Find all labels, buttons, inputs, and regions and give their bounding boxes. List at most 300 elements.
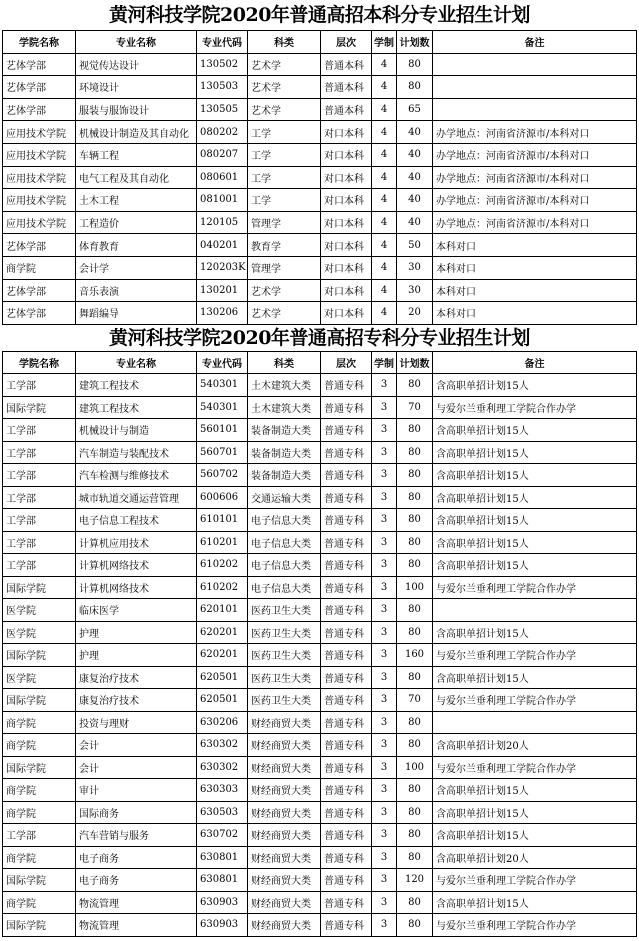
table-row [3, 211, 637, 234]
code-cell: 540301 [197, 396, 248, 419]
quota-cell: 80 [397, 419, 433, 442]
college-cell: 工学部 [3, 374, 76, 397]
major-cell: 视觉传达设计 [76, 53, 197, 76]
table-row [3, 689, 637, 712]
years-cell: 4 [372, 53, 397, 76]
years-cell: 4 [372, 121, 397, 144]
years-cell: 3 [372, 914, 397, 937]
college-cell: 商学院 [3, 801, 76, 824]
quota-cell: 50 [397, 234, 433, 257]
table-row [3, 166, 637, 189]
code-cell: 130505 [197, 98, 248, 121]
category-cell: 电子信息大类 [248, 531, 321, 554]
quota-cell: 80 [397, 734, 433, 757]
quota-cell: 100 [397, 756, 433, 779]
undergraduate-plan-table [2, 30, 637, 325]
quota-cell: 80 [397, 441, 433, 464]
quota-cell: 30 [397, 256, 433, 279]
note-cell [433, 711, 637, 734]
quota-cell: 80 [397, 486, 433, 509]
years-cell: 3 [372, 891, 397, 914]
level-cell: 普通本科 [321, 98, 372, 121]
college-cell: 商学院 [3, 256, 76, 279]
code-cell: 630903 [197, 914, 248, 937]
level-cell: 普通专科 [321, 869, 372, 892]
note-cell: 含高职单招计划15人 [433, 509, 637, 532]
level-cell: 普通专科 [321, 599, 372, 622]
category-cell: 土木建筑大类 [248, 396, 321, 419]
category-cell: 艺术学 [248, 53, 321, 76]
category-cell: 管理学 [248, 211, 321, 234]
college-plan-table [2, 351, 637, 937]
college-cell: 商学院 [3, 779, 76, 802]
years-cell: 4 [372, 256, 397, 279]
years-cell: 4 [372, 98, 397, 121]
major-cell: 电子商务 [76, 846, 197, 869]
note-cell: 与爱尔兰垂利理工学院合作办学 [433, 869, 637, 892]
code-cell: 080601 [197, 166, 248, 189]
major-cell: 物流管理 [76, 914, 197, 937]
column-header: 备注 [433, 351, 637, 374]
major-cell: 会计学 [76, 256, 197, 279]
column-header: 专业名称 [76, 351, 197, 374]
college-cell: 国际学院 [3, 644, 76, 667]
column-header: 学院名称 [3, 351, 76, 374]
major-cell: 工程造价 [76, 211, 197, 234]
table-row [3, 279, 637, 302]
college-cell: 艺体学部 [3, 76, 76, 99]
column-header: 层次 [321, 351, 372, 374]
college-cell: 商学院 [3, 734, 76, 757]
quota-cell: 20 [397, 302, 433, 325]
note-cell: 含高职单招计划15人 [433, 486, 637, 509]
quota-cell: 40 [397, 143, 433, 166]
category-cell: 医药卫生大类 [248, 599, 321, 622]
table-row [3, 869, 637, 892]
category-cell: 财经商贸大类 [248, 756, 321, 779]
table-row [3, 76, 637, 99]
table-header-row [3, 31, 637, 54]
note-cell: 含高职单招计划15人 [433, 531, 637, 554]
category-cell: 管理学 [248, 256, 321, 279]
level-cell: 普通专科 [321, 734, 372, 757]
code-cell: 610202 [197, 554, 248, 577]
note-cell: 与爱尔兰垂利理工学院合作办学 [433, 914, 637, 937]
note-cell: 含高职单招计划15人 [433, 891, 637, 914]
note-cell: 与爱尔兰垂利理工学院合作办学 [433, 396, 637, 419]
note-cell: 含高职单招计划15人 [433, 374, 637, 397]
table-row [3, 98, 637, 121]
level-cell: 普通专科 [321, 576, 372, 599]
major-cell: 电气工程及其自动化 [76, 166, 197, 189]
quota-cell: 80 [397, 711, 433, 734]
category-cell: 交通运输大类 [248, 486, 321, 509]
category-cell: 装备制造大类 [248, 464, 321, 487]
college-cell: 艺体学部 [3, 279, 76, 302]
category-cell: 艺术学 [248, 98, 321, 121]
major-cell: 环境设计 [76, 76, 197, 99]
note-cell: 本科对口 [433, 234, 637, 257]
code-cell: 630302 [197, 756, 248, 779]
major-cell: 护理 [76, 621, 197, 644]
level-cell: 普通专科 [321, 891, 372, 914]
level-cell: 普通专科 [321, 554, 372, 577]
level-cell: 普通专科 [321, 846, 372, 869]
category-cell: 财经商贸大类 [248, 779, 321, 802]
college-cell: 应用技术学院 [3, 143, 76, 166]
level-cell: 普通专科 [321, 914, 372, 937]
category-cell: 医药卫生大类 [248, 644, 321, 667]
code-cell: 610101 [197, 509, 248, 532]
quota-cell: 80 [397, 779, 433, 802]
major-cell: 车辆工程 [76, 143, 197, 166]
level-cell: 对口本科 [321, 143, 372, 166]
college-cell: 应用技术学院 [3, 211, 76, 234]
code-cell: 600606 [197, 486, 248, 509]
table-row [3, 711, 637, 734]
code-cell: 081001 [197, 189, 248, 212]
table-row [3, 801, 637, 824]
college-cell: 国际学院 [3, 396, 76, 419]
table-row [3, 756, 637, 779]
table-row [3, 256, 637, 279]
years-cell: 4 [372, 189, 397, 212]
quota-cell: 120 [397, 869, 433, 892]
table-row [3, 666, 637, 689]
quota-cell: 40 [397, 166, 433, 189]
years-cell: 3 [372, 801, 397, 824]
table-row [3, 464, 637, 487]
quota-cell: 40 [397, 211, 433, 234]
college-cell: 医学院 [3, 621, 76, 644]
column-header: 计划数 [397, 351, 433, 374]
years-cell: 3 [372, 869, 397, 892]
years-cell: 3 [372, 779, 397, 802]
years-cell: 3 [372, 621, 397, 644]
years-cell: 3 [372, 734, 397, 757]
code-cell: 560101 [197, 419, 248, 442]
table-row [3, 53, 637, 76]
college-cell: 艺体学部 [3, 302, 76, 325]
level-cell: 对口本科 [321, 234, 372, 257]
note-cell: 办学地点：河南省济源市/本科对口 [433, 166, 637, 189]
major-cell: 电子信息工程技术 [76, 509, 197, 532]
note-cell: 本科对口 [433, 256, 637, 279]
table-row [3, 396, 637, 419]
code-cell: 080207 [197, 143, 248, 166]
level-cell: 普通专科 [321, 711, 372, 734]
table-row [3, 531, 637, 554]
college-cell: 国际学院 [3, 914, 76, 937]
level-cell: 对口本科 [321, 121, 372, 144]
table-header-row [3, 351, 637, 374]
code-cell: 130201 [197, 279, 248, 302]
category-cell: 教育学 [248, 234, 321, 257]
level-cell: 普通专科 [321, 621, 372, 644]
table-row [3, 891, 637, 914]
years-cell: 3 [372, 554, 397, 577]
level-cell: 普通本科 [321, 53, 372, 76]
table-row [3, 234, 637, 257]
category-cell: 财经商贸大类 [248, 824, 321, 847]
years-cell: 3 [372, 464, 397, 487]
level-cell: 对口本科 [321, 166, 372, 189]
category-cell: 工学 [248, 121, 321, 144]
college-cell: 国际学院 [3, 869, 76, 892]
major-cell: 康复治疗技术 [76, 666, 197, 689]
code-cell: 620101 [197, 599, 248, 622]
quota-cell: 80 [397, 801, 433, 824]
years-cell: 4 [372, 279, 397, 302]
note-cell: 含高职单招计划20人 [433, 846, 637, 869]
code-cell: 620201 [197, 621, 248, 644]
quota-cell: 80 [397, 554, 433, 577]
years-cell: 3 [372, 666, 397, 689]
category-cell: 艺术学 [248, 302, 321, 325]
code-cell: 080202 [197, 121, 248, 144]
quota-cell: 80 [397, 374, 433, 397]
code-cell: 630801 [197, 869, 248, 892]
major-cell: 舞蹈编导 [76, 302, 197, 325]
major-cell: 物流管理 [76, 891, 197, 914]
major-cell: 音乐表演 [76, 279, 197, 302]
level-cell: 普通专科 [321, 666, 372, 689]
note-cell: 含高职单招计划15人 [433, 824, 637, 847]
code-cell: 630303 [197, 779, 248, 802]
category-cell: 医药卫生大类 [248, 621, 321, 644]
note-cell: 办学地点：河南省济源市/本科对口 [433, 143, 637, 166]
major-cell: 临床医学 [76, 599, 197, 622]
major-cell: 体育教育 [76, 234, 197, 257]
major-cell: 土木工程 [76, 189, 197, 212]
level-cell: 对口本科 [321, 256, 372, 279]
code-cell: 120105 [197, 211, 248, 234]
years-cell: 4 [372, 234, 397, 257]
level-cell: 普通专科 [321, 509, 372, 532]
quota-cell: 80 [397, 76, 433, 99]
college-cell: 工学部 [3, 419, 76, 442]
table-row [3, 189, 637, 212]
years-cell: 3 [372, 756, 397, 779]
quota-cell: 80 [397, 621, 433, 644]
major-cell: 会计 [76, 734, 197, 757]
years-cell: 3 [372, 531, 397, 554]
major-cell: 汽车营销与服务 [76, 824, 197, 847]
quota-cell: 80 [397, 53, 433, 76]
table-row [3, 374, 637, 397]
years-cell: 3 [372, 441, 397, 464]
column-header: 学院名称 [3, 31, 76, 54]
major-cell: 机械设计与制造 [76, 419, 197, 442]
note-cell: 与爱尔兰垂利理工学院合作办学 [433, 644, 637, 667]
level-cell: 普通专科 [321, 396, 372, 419]
college-cell: 国际学院 [3, 689, 76, 712]
column-header: 专业名称 [76, 31, 197, 54]
major-cell: 计算机网络技术 [76, 576, 197, 599]
quota-cell: 80 [397, 509, 433, 532]
major-cell: 计算机网络技术 [76, 554, 197, 577]
note-cell: 办学地点：河南省济源市/本科对口 [433, 189, 637, 212]
table-row [3, 621, 637, 644]
college-cell: 艺体学部 [3, 98, 76, 121]
category-cell: 财经商贸大类 [248, 891, 321, 914]
level-cell: 普通专科 [321, 441, 372, 464]
table-row [3, 734, 637, 757]
note-cell [433, 98, 637, 121]
table-row [3, 554, 637, 577]
category-cell: 医药卫生大类 [248, 689, 321, 712]
college-cell: 工学部 [3, 464, 76, 487]
years-cell: 4 [372, 211, 397, 234]
quota-cell: 70 [397, 689, 433, 712]
code-cell: 620501 [197, 689, 248, 712]
quota-cell: 80 [397, 891, 433, 914]
code-cell: 620501 [197, 666, 248, 689]
years-cell: 4 [372, 166, 397, 189]
years-cell: 3 [372, 509, 397, 532]
table-row [3, 846, 637, 869]
table-row [3, 824, 637, 847]
undergraduate-plan-title: 黄河科技学院2020年普通高招本科分专业招生计划 [109, 4, 530, 26]
college-cell: 工学部 [3, 509, 76, 532]
category-cell: 医药卫生大类 [248, 666, 321, 689]
category-cell: 工学 [248, 143, 321, 166]
major-cell: 电子商务 [76, 869, 197, 892]
column-header: 科类 [248, 351, 321, 374]
years-cell: 3 [372, 824, 397, 847]
table-row [3, 576, 637, 599]
column-header: 计划数 [397, 31, 433, 54]
table-row [3, 486, 637, 509]
college-cell: 应用技术学院 [3, 121, 76, 144]
code-cell: 610201 [197, 531, 248, 554]
code-cell: 560702 [197, 464, 248, 487]
column-header: 层次 [321, 31, 372, 54]
category-cell: 电子信息大类 [248, 509, 321, 532]
table-row [3, 509, 637, 532]
level-cell: 普通专科 [321, 374, 372, 397]
college-cell: 医学院 [3, 666, 76, 689]
quota-cell: 30 [397, 279, 433, 302]
major-cell: 康复治疗技术 [76, 689, 197, 712]
quota-cell: 80 [397, 464, 433, 487]
major-cell: 审计 [76, 779, 197, 802]
level-cell: 对口本科 [321, 279, 372, 302]
quota-cell: 80 [397, 599, 433, 622]
note-cell: 含高职单招计划15人 [433, 779, 637, 802]
category-cell: 艺术学 [248, 279, 321, 302]
note-cell: 办学地点：河南省济源市/本科对口 [433, 211, 637, 234]
table-row [3, 599, 637, 622]
college-cell: 商学院 [3, 711, 76, 734]
category-cell: 艺术学 [248, 76, 321, 99]
table-row [3, 441, 637, 464]
code-cell: 560701 [197, 441, 248, 464]
level-cell: 对口本科 [321, 189, 372, 212]
major-cell: 会计 [76, 756, 197, 779]
note-cell: 含高职单招计划15人 [433, 464, 637, 487]
college-plan-title: 黄河科技学院2020年普通高招专科分专业招生计划 [109, 326, 530, 349]
category-cell: 电子信息大类 [248, 576, 321, 599]
years-cell: 3 [372, 419, 397, 442]
code-cell: 130502 [197, 53, 248, 76]
years-cell: 3 [372, 644, 397, 667]
years-cell: 3 [372, 486, 397, 509]
college-cell: 商学院 [3, 846, 76, 869]
note-cell: 本科对口 [433, 279, 637, 302]
note-cell [433, 53, 637, 76]
college-cell: 工学部 [3, 531, 76, 554]
note-cell: 含高职单招计划15人 [433, 666, 637, 689]
note-cell: 含高职单招计划15人 [433, 801, 637, 824]
table-row [3, 419, 637, 442]
quota-cell: 40 [397, 189, 433, 212]
quota-cell: 40 [397, 121, 433, 144]
college-cell: 工学部 [3, 441, 76, 464]
years-cell: 3 [372, 689, 397, 712]
major-cell: 建筑工程技术 [76, 396, 197, 419]
quota-cell: 80 [397, 914, 433, 937]
major-cell: 建筑工程技术 [76, 374, 197, 397]
college-cell: 国际学院 [3, 756, 76, 779]
quota-cell: 65 [397, 98, 433, 121]
category-cell: 财经商贸大类 [248, 914, 321, 937]
code-cell: 620201 [197, 644, 248, 667]
major-cell: 机械设计制造及其自动化 [76, 121, 197, 144]
code-cell: 630903 [197, 891, 248, 914]
table-row [3, 121, 637, 144]
major-cell: 计算机应用技术 [76, 531, 197, 554]
column-header: 学制 [372, 351, 397, 374]
note-cell: 含高职单招计划15人 [433, 419, 637, 442]
code-cell: 630206 [197, 711, 248, 734]
level-cell: 普通专科 [321, 419, 372, 442]
years-cell: 3 [372, 846, 397, 869]
table-row [3, 644, 637, 667]
column-header: 学制 [372, 31, 397, 54]
note-cell [433, 599, 637, 622]
code-cell: 040201 [197, 234, 248, 257]
code-cell: 130503 [197, 76, 248, 99]
column-header: 专业代码 [197, 351, 248, 374]
category-cell: 财经商贸大类 [248, 734, 321, 757]
level-cell: 普通专科 [321, 644, 372, 667]
note-cell: 与爱尔兰垂利理工学院合作办学 [433, 576, 637, 599]
code-cell: 630302 [197, 734, 248, 757]
major-cell: 城市轨道交通运营管理 [76, 486, 197, 509]
years-cell: 3 [372, 599, 397, 622]
major-cell: 国际商务 [76, 801, 197, 824]
note-cell: 含高职单招计划15人 [433, 621, 637, 644]
years-cell: 3 [372, 374, 397, 397]
code-cell: 540301 [197, 374, 248, 397]
level-cell: 普通专科 [321, 486, 372, 509]
code-cell: 130206 [197, 302, 248, 325]
note-cell: 含高职单招计划15人 [433, 441, 637, 464]
level-cell: 普通专科 [321, 779, 372, 802]
years-cell: 4 [372, 143, 397, 166]
level-cell: 对口本科 [321, 302, 372, 325]
category-cell: 土木建筑大类 [248, 374, 321, 397]
quota-cell: 160 [397, 644, 433, 667]
column-header: 备注 [433, 31, 637, 54]
category-cell: 工学 [248, 189, 321, 212]
level-cell: 普通专科 [321, 824, 372, 847]
college-cell: 艺体学部 [3, 234, 76, 257]
category-cell: 财经商贸大类 [248, 711, 321, 734]
category-cell: 财经商贸大类 [248, 869, 321, 892]
years-cell: 4 [372, 302, 397, 325]
